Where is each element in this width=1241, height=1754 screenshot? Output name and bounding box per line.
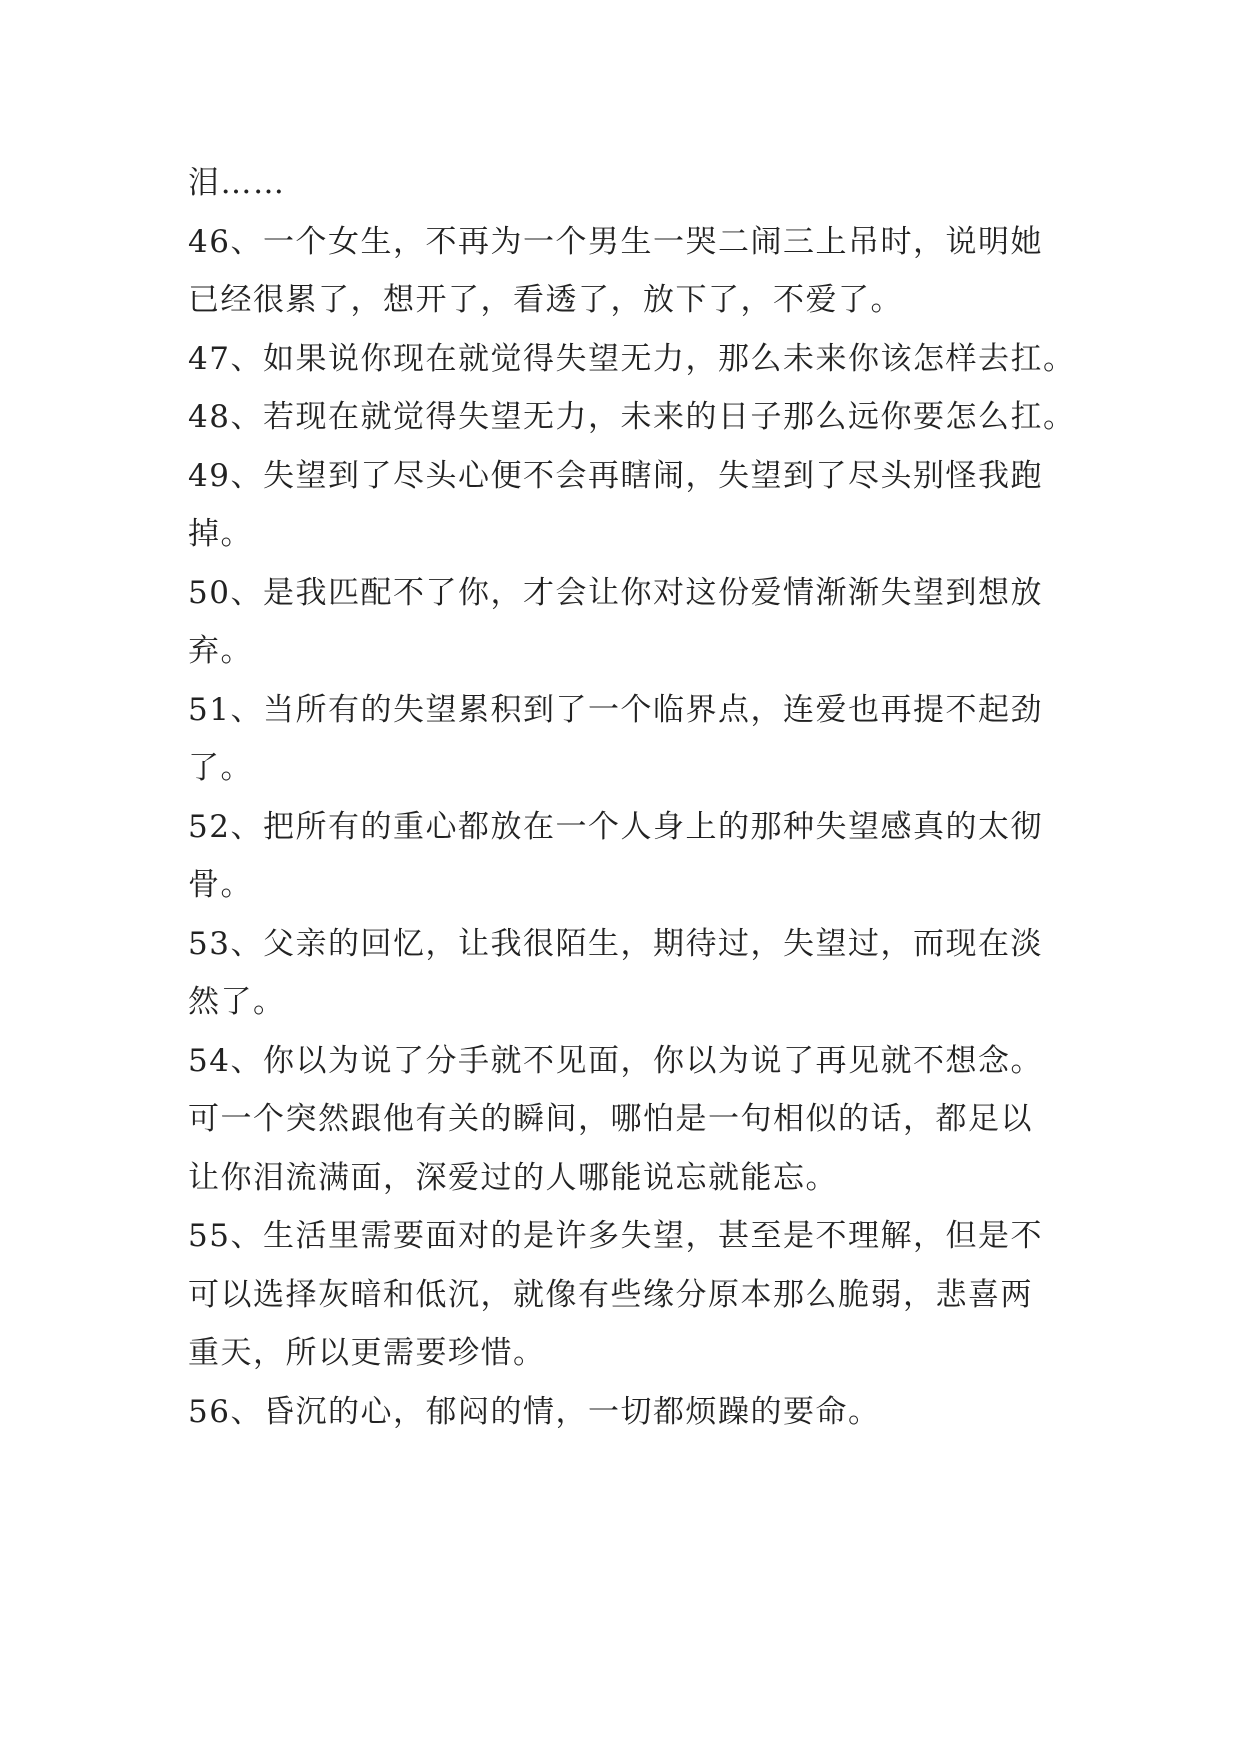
text-line: 重天，所以更需要珍惜。 xyxy=(188,1335,546,1371)
text-line: 弃。 xyxy=(188,633,253,669)
text-line: 可以选择灰暗和低沉，就像有些缘分原本那么脆弱，悲喜两 xyxy=(188,1276,1033,1313)
text-line: 然了。 xyxy=(188,984,286,1020)
text-line: 53、父亲的回忆，让我很陌生，期待过，失望过，而现在淡 xyxy=(188,925,1043,962)
text-line: 让你泪流满面，深爱过的人哪能说忘就能忘。 xyxy=(188,1159,838,1196)
text-line: 掉。 xyxy=(188,516,253,552)
text-line: 泪…… xyxy=(188,165,286,201)
text-line: 54、你以为说了分手就不见面，你以为说了再见就不想念。 xyxy=(188,1042,1043,1079)
document-body xyxy=(188,154,1076,1441)
text-line: 52、把所有的重心都放在一个人身上的那种失望感真的太彻 xyxy=(188,808,1043,845)
text-line: 55、生活里需要面对的是许多失望，甚至是不理解，但是不 xyxy=(188,1218,1043,1254)
text-line: 46、一个女生，不再为一个男生一哭二闹三上吊时，说明她 xyxy=(188,223,1043,260)
text-line: 50、是我匹配不了你，才会让你对这份爱情渐渐失望到想放 xyxy=(188,574,1043,611)
text-line: 48、若现在就觉得失望无力，未来的日子那么远你要怎么扛。 xyxy=(188,399,1076,435)
text-line: 可一个突然跟他有关的瞬间，哪怕是一句相似的话，都足以 xyxy=(188,1101,1033,1137)
text-line: 了。 xyxy=(188,750,253,786)
text-line: 56、昏沉的心，郁闷的情，一切都烦躁的要命。 xyxy=(188,1393,881,1430)
text-line: 骨。 xyxy=(188,867,253,903)
text-line: 49、失望到了尽头心便不会再瞎闹，失望到了尽头别怪我跑 xyxy=(188,457,1043,494)
text-line: 已经很累了，想开了，看透了，放下了，不爱了。 xyxy=(188,282,903,318)
text-line: 47、如果说你现在就觉得失望无力，那么未来你该怎样去扛。 xyxy=(188,340,1076,377)
text-line: 51、当所有的失望累积到了一个临界点，连爱也再提不起劲 xyxy=(188,691,1043,728)
